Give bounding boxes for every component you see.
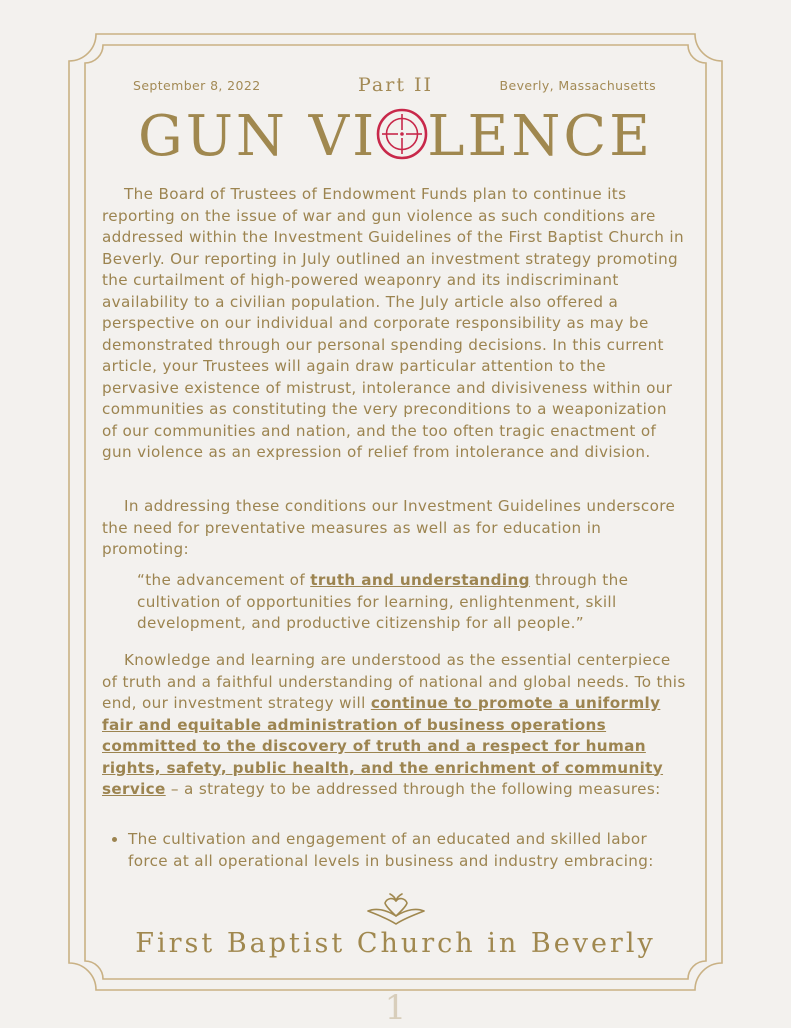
document-location: Beverly, Massachusetts — [499, 78, 656, 93]
paragraph-strategy — [102, 650, 686, 801]
paragraph-intro — [102, 184, 686, 464]
title-text-after: LENCE — [427, 104, 654, 169]
paragraph-guidelines-text: In addressing these conditions our Investment Guidelines underscore the need for preventative measures as well as for education in promoting: — [102, 497, 676, 558]
measures-list — [110, 829, 680, 872]
church-name-footer: First Baptist Church in Beverly — [135, 928, 656, 959]
title-text-before: GUN VI — [137, 104, 378, 169]
document-date: September 8, 2022 — [133, 78, 261, 93]
page-title — [0, 104, 791, 170]
strategy-text-start: Knowledge and learning are understood as the essential centerpiece of truth and a faithful understanding of national and global needs. To this end, our investment strategy will — [102, 651, 686, 712]
church-dove-logo-icon — [365, 892, 427, 928]
quote-text-start: “the advancement of — [137, 571, 311, 589]
strategy-text-end: – a strategy to be addressed through the following measures: — [165, 780, 661, 798]
quote-text-end: through the cultivation of opportunities for learning, enlightenment, skill development, and productive citizenship for all people.” — [137, 571, 629, 632]
guideline-quote — [137, 570, 685, 635]
paragraph-guidelines — [102, 496, 686, 561]
quote-emphasis: truth and understanding — [310, 571, 530, 589]
page-number: 1 — [384, 988, 407, 1028]
part-label: Part II — [357, 74, 434, 96]
list-item: • The cultivation and engagement of an educated and skilled labor force at all operational levels in business and industry embracing: — [128, 829, 680, 872]
crosshair-target-icon — [375, 107, 429, 161]
paragraph-intro-text: The Board of Trustees of Endowment Funds plan to continue its reporting on the issue of war and gun violence as such conditions are addressed within the Investment Guidelines of the First Baptist Church in Beverly. Our reporting in July outlined an investment strategy promoting the curtailment of high-powered weaponry and its indiscriminant availability to a civilian population. The July article also offered a perspective on our individual and corporate responsibility as may be demonstrated through our personal spending decisions. In this current article, your Trustees will again draw particular attention to the pervasive existence of mistrust, intolerance and divisiveness within our communities as constituting the very preconditions to a weaponization of our communities and nation, and the too often tragic enactment of gun violence as an expression of relief from intolerance and division. — [102, 185, 684, 461]
strategy-emphasis: continue to promote a uniformly fair and equitable administration of business operations committed to the discovery of truth and a respect for human rights, safety, public health, and the enrichment of community service — [102, 694, 664, 798]
